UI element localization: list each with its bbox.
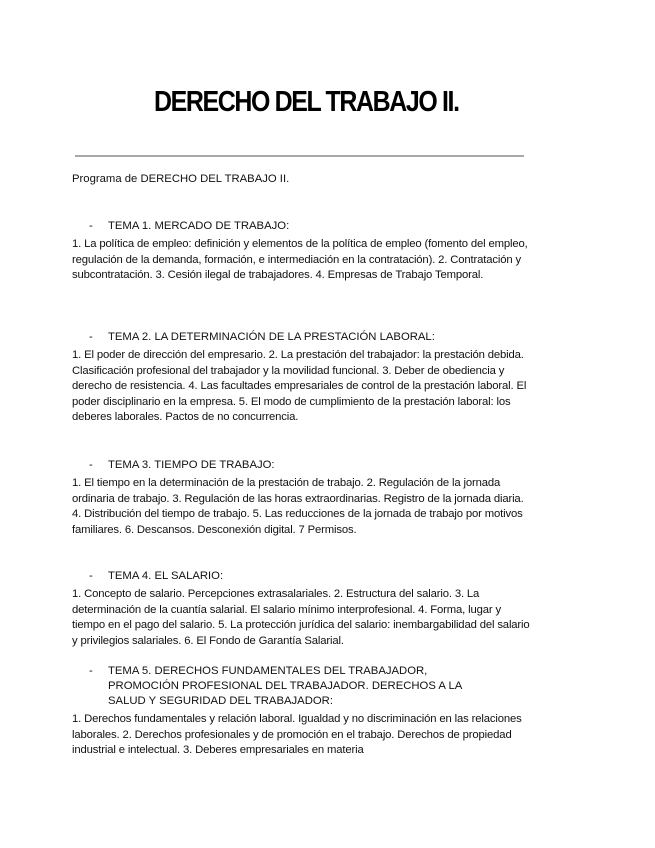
section-heading [89, 458, 542, 473]
section-heading [89, 664, 542, 709]
section-body: 1. La política de empleo: definición y elementos de la política de empleo (fomento del empleo, regulación de la demanda, formación, e intermediación en la contratación). 2. Contratación y subcontratación. 3. Cesión ilegal de trabajadores. 4. Empresas de Trabajo Temporal. [72, 238, 528, 282]
section-heading [89, 569, 542, 584]
bullet-dash: - [89, 570, 93, 582]
section-heading-text: TEMA 4. EL SALARIO: [108, 570, 224, 582]
section-body: 1. El tiempo en la determinación de la prestación de trabajo. 2. Regulación de la jornada ordinaria de trabajo. 3. Regulación de las horas extraordinarias. Registro de la jornada diaria. 4. Distribución del tiempo de trabajo. 5. Las reducciones de la jornada de trabajo por motivos familiares. 6. Descansos. Desconexión digital. 7 Permisos. [72, 477, 524, 536]
document-title: DERECHO DEL TRABAJO II. [154, 86, 459, 118]
section-heading-text: TEMA 2. LA DETERMINACIÓN DE LA PRESTACIÓN LABORAL: [108, 331, 435, 343]
section-body: 1. Concepto de salario. Percepciones extrasalariales. 2. Estructura del salario. 3. La determinación de la cuantía salarial. El salario mínimo interprofesional. 4. Forma, lugar y tiempo en el pago del salario. 5. La protección jurídica del salario: inembargabilidad del salario y privilegios salariales. 6. El Fondo de Garantía Salarial. [72, 588, 530, 647]
section-heading-text: TEMA 3. TIEMPO DE TRABAJO: [108, 459, 275, 471]
bullet-dash: - [89, 220, 93, 232]
section-body: 1. Derechos fundamentales y relación laboral. Igualdad y no discriminación en las relaciones laborales. 2. Derechos profesionales y de promoción en el trabajo. Derechos de propiedad industrial e intelectual. 3. Deberes empresariales en materia [72, 713, 522, 757]
section-tema-5 [72, 664, 542, 759]
bullet-dash: - [89, 665, 93, 677]
section-tema-2 [72, 330, 542, 426]
section-tema-4 [72, 569, 542, 649]
section-tema-1 [72, 219, 542, 284]
section-heading-text: TEMA 1. MERCADO DE TRABAJO: [108, 220, 290, 232]
section-heading-text: TEMA 5. DERECHOS FUNDAMENTALES DEL TRABAJADOR, PROMOCIÓN PROFESIONAL DEL TRABAJADOR. DERECHOS A LA SALUD Y SEGURIDAD DEL TRABAJADOR: [108, 665, 462, 707]
section-heading [89, 219, 542, 234]
program-intro: Programa de DERECHO DEL TRABAJO II. [72, 173, 290, 185]
section-body: 1. El poder de dirección del empresario. 2. La prestación del trabajador: la prestación debida. Clasificación profesional del trabajador y la movilidad funcional. 3. Deber de obediencia y derecho de resistencia. 4. Las facultades empresariales de control de la prestación laboral. El poder disciplinario en la empresa. 5. El modo de cumplimiento de la prestación laboral: los deberes laborales. Pactos de no concurrencia. [72, 349, 527, 424]
bullet-dash: - [89, 459, 93, 471]
title-divider [75, 155, 524, 157]
section-tema-3 [72, 458, 542, 538]
bullet-dash: - [89, 331, 93, 343]
section-heading [89, 330, 542, 345]
